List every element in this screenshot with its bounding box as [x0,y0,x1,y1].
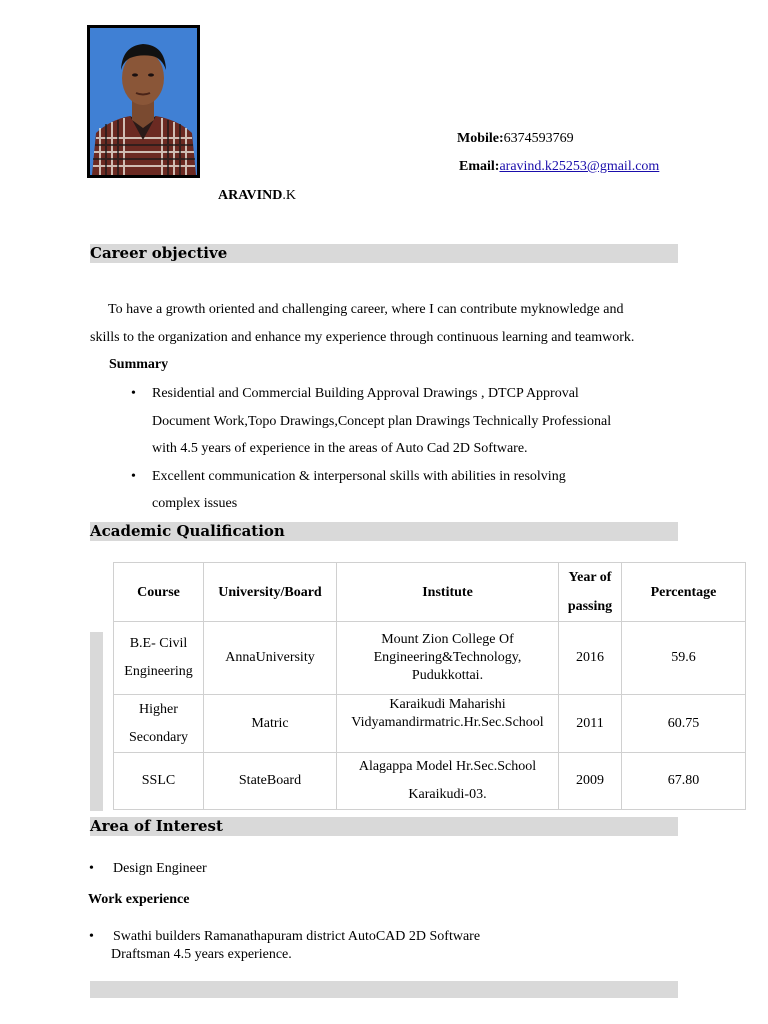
col-percentage: Percentage [622,563,746,622]
work-line-2: Draftsman 4.5 years experience. [111,947,292,962]
cell-percentage: 59.6 [622,622,746,695]
career-heading: Career objective [90,244,228,262]
interest-heading: Area of Interest [90,817,223,835]
cell-institute [337,695,559,753]
cell-percentage: 67.80 [622,753,746,810]
work-line-1: Swathi builders Ramanathapuram district AutoCAD 2D Software [113,929,481,944]
cell-institute [337,622,559,695]
academic-heading: Academic Qualification [90,522,285,540]
summary-item-1-line-2: Document Work,Topo Drawings,Concept plan Drawings Technically Professional [152,413,612,429]
summary-list [131,380,692,518]
cell-institute-line: Alagappa Model Hr.Sec.School [358,759,537,774]
work-entry [89,928,613,964]
table-header-row [114,563,746,622]
summary-item [131,380,692,463]
summary-item-1-line-1: Residential and Commercial Building Approval Drawings , DTCP Approval [152,386,579,401]
cell-percentage: 60.75 [622,695,746,753]
mobile-label: Mobile: [457,131,504,146]
work-heading: Work experience [88,892,190,907]
cell-course [114,622,204,695]
col-board: University/Board [204,563,337,622]
cell-institute-line: Karaikudi Maharishi [389,697,506,712]
cell-course-line: Higher [139,701,178,717]
career-line-2: skills to the organization and enhance my experience through continuous learning and teamwork. [90,330,635,345]
interest-item [89,855,207,883]
mobile-value: 6374593769 [503,131,574,146]
col-year [559,563,622,622]
bullet-icon: • [131,468,136,484]
cell-course-line: Secondary [128,729,189,745]
cell-institute-line: Karaikudi-03. [408,787,487,802]
email-line [459,159,659,175]
col-year-line-1: Year of [568,570,612,585]
candidate-name [218,188,296,204]
cell-institute-line: Pudukkottai. [411,668,484,683]
name-bold: ARAVIND [218,188,283,203]
table-side-bar [90,632,103,811]
col-course: Course [114,563,204,622]
summary-item-1-line-3: with 4.5 years of experience in the areas of Auto Cad 2D Software. [152,441,528,456]
person-photo-icon [90,28,197,175]
cell-course-line: B.E- Civil [129,636,188,651]
cell-board: Matric [204,695,337,753]
table-row [114,695,746,753]
email-label: Email: [459,159,500,174]
cell-year: 2011 [559,695,622,753]
table-row [114,622,746,695]
cell-institute-line: Mount Zion College Of [381,632,514,647]
cell-course: SSLC [114,753,204,810]
career-paragraph [90,296,690,352]
cell-institute [337,753,559,810]
table-row [114,753,746,810]
cell-board: AnnaUniversity [204,622,337,695]
summary-item-2-line-2: complex issues [152,496,238,511]
mobile-line [457,131,574,147]
summary-heading: Summary [109,357,169,372]
career-line-1: To have a growth oriented and challenging career, where I can contribute myknowledge and [108,302,624,317]
academic-table [113,562,746,810]
cell-year: 2009 [559,753,622,810]
summary-item [131,463,692,518]
cell-institute-line: Engineering&Technology, [373,650,522,665]
interest-item-label: Design Engineer [113,861,207,876]
section-bar-bottom [90,981,678,998]
bullet-icon: • [89,861,94,876]
email-link[interactable]: aravind.k25253@gmail.com [499,159,660,174]
cell-board: StateBoard [204,753,337,810]
interest-list [89,855,207,883]
cell-course [114,695,204,753]
cell-institute-line: Vidyamandirmatric.Hr.Sec.School [351,715,544,730]
col-institute: Institute [337,563,559,622]
profile-photo [87,25,200,178]
summary-item-2-line-1: Excellent communication & interpersonal skills with abilities in resolving [152,468,566,484]
bullet-icon: • [131,386,136,401]
bullet-icon: • [89,929,94,944]
cell-course-line: Engineering [124,664,193,679]
cell-year: 2016 [559,622,622,695]
name-suffix: .K [282,188,296,203]
col-year-line-2: passing [567,599,613,614]
